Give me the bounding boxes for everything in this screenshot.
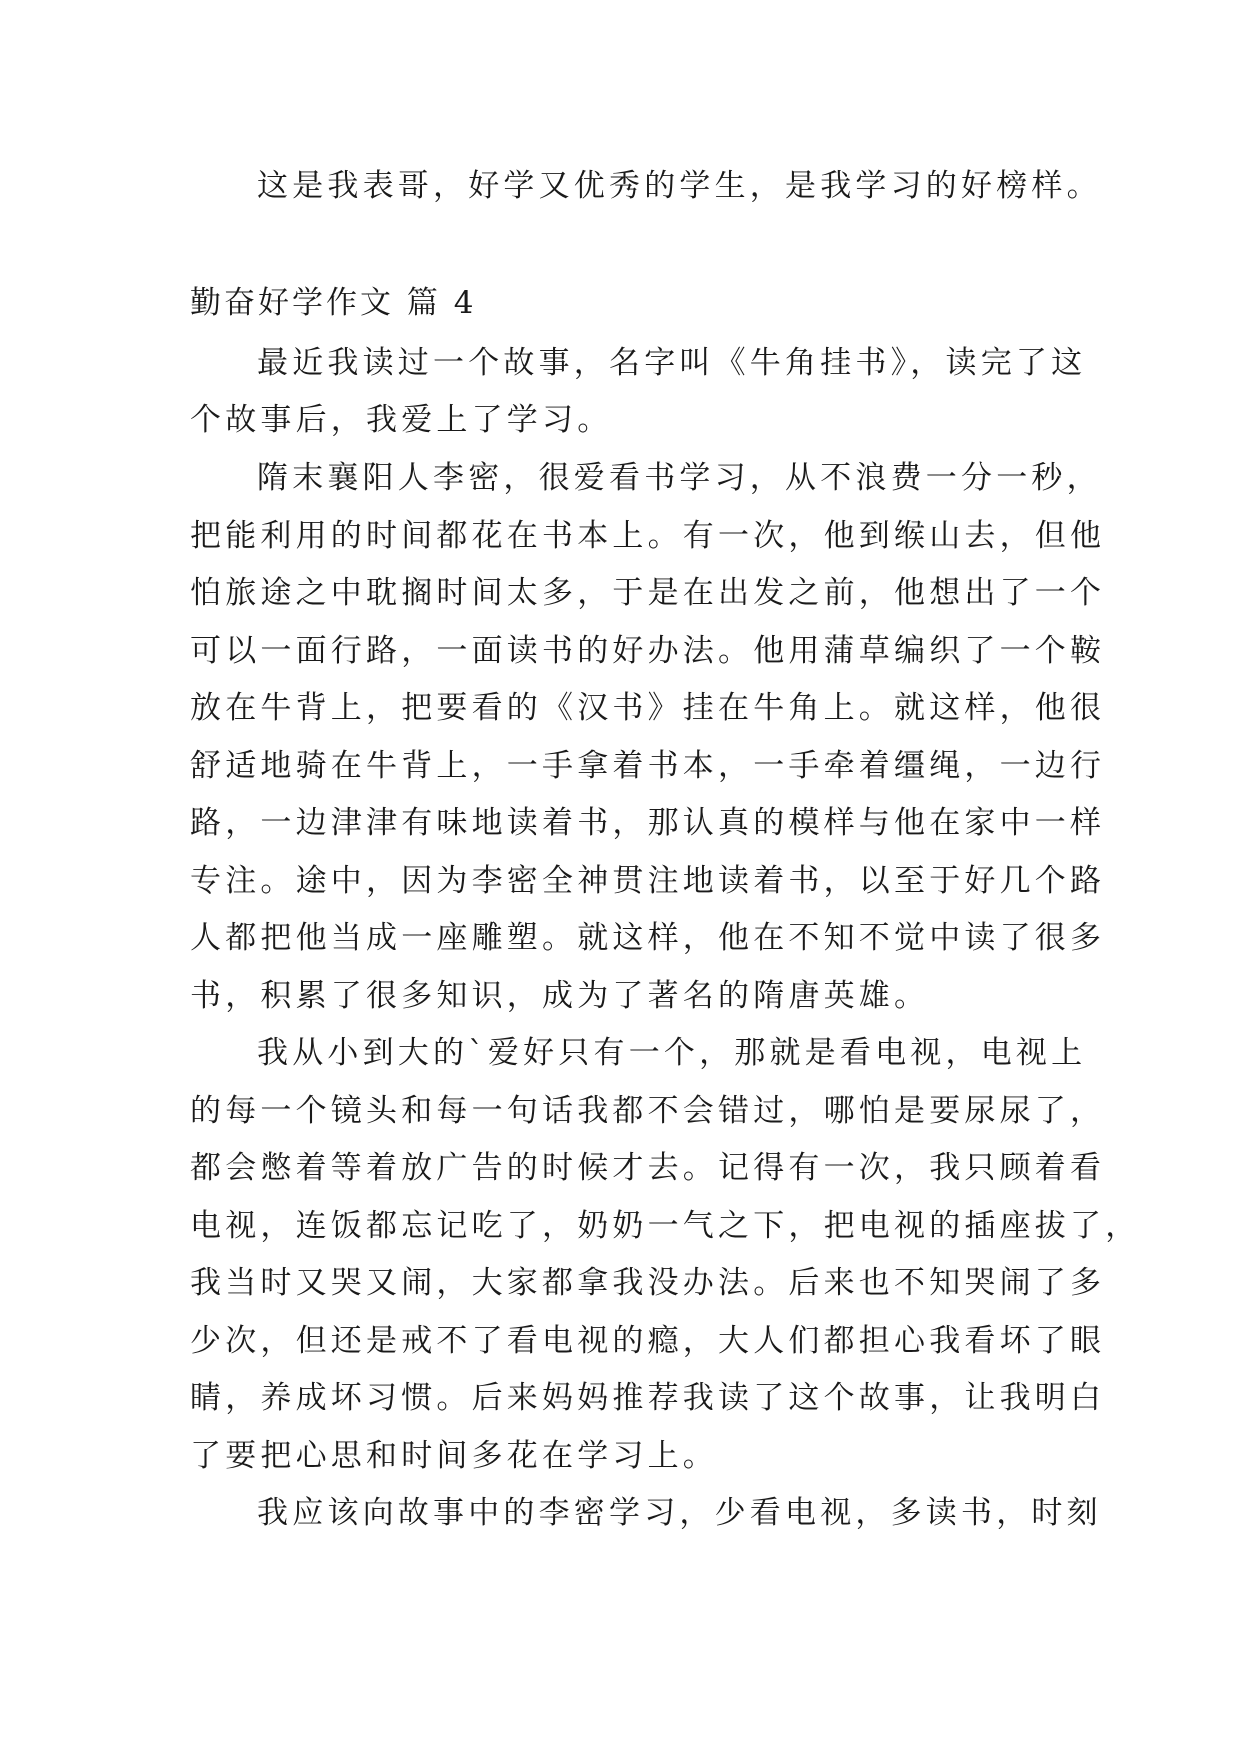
section-title: 勤奋好学作文 篇 4 — [190, 285, 477, 321]
text-line: 路，一边津津有味地读着书，那认真的模样与他在家中一样 — [190, 805, 1106, 841]
text-line: 把能利用的时间都花在书本上。有一次，他到缑山去，但他 — [190, 518, 1106, 554]
text-line: 书，积累了很多知识，成为了著名的隋唐英雄。 — [190, 978, 930, 1014]
text-line: 个故事后，我爱上了学习。 — [190, 402, 613, 438]
text-line: 舒适地骑在牛背上，一手拿着书本，一手牵着缰绳，一边行 — [190, 748, 1106, 784]
text-line: 的每一个镜头和每一句话我都不会错过，哪怕是要尿尿了， — [190, 1093, 1106, 1129]
text-line: 电视，连饭都忘记吃了，奶奶一气之下，把电视的插座拔了， — [190, 1208, 1141, 1244]
text-line: 我从小到大的`爱好只有一个，那就是看电视，电视上 — [257, 1035, 1087, 1071]
text-line: 最近我读过一个故事，名字叫《牛角挂书》，读完了这 — [257, 345, 1087, 381]
text-line: 专注。途中，因为李密全神贯注地读着书，以至于好几个路 — [190, 863, 1106, 899]
text-line: 放在牛背上，把要看的《汉书》挂在牛角上。就这样，他很 — [190, 690, 1106, 726]
text-line: 我应该向故事中的李密学习，少看电视，多读书，时刻 — [257, 1495, 1102, 1531]
text-line: 隋末襄阳人李密，很爱看书学习，从不浪费一分一秒， — [257, 460, 1102, 496]
text-line: 怕旅途之中耽搁时间太多，于是在出发之前，他想出了一个 — [190, 575, 1106, 611]
text-line: 了要把心思和时间多花在学习上。 — [190, 1438, 718, 1474]
text-line: 少次，但还是戒不了看电视的瘾，大人们都担心我看坏了眼 — [190, 1323, 1106, 1359]
intro-line: 这是我表哥，好学又优秀的学生，是我学习的好榜样。 — [257, 168, 1102, 204]
text-line: 我当时又哭又闹，大家都拿我没办法。后来也不知哭闹了多 — [190, 1265, 1106, 1301]
text-line: 人都把他当成一座雕塑。就这样，他在不知不觉中读了很多 — [190, 920, 1106, 956]
text-line: 可以一面行路，一面读书的好办法。他用蒲草编织了一个鞍 — [190, 633, 1106, 669]
text-line: 都会憋着等着放广告的时候才去。记得有一次，我只顾着看 — [190, 1150, 1106, 1186]
text-line: 睛，养成坏习惯。后来妈妈推荐我读了这个故事，让我明白 — [190, 1380, 1106, 1416]
